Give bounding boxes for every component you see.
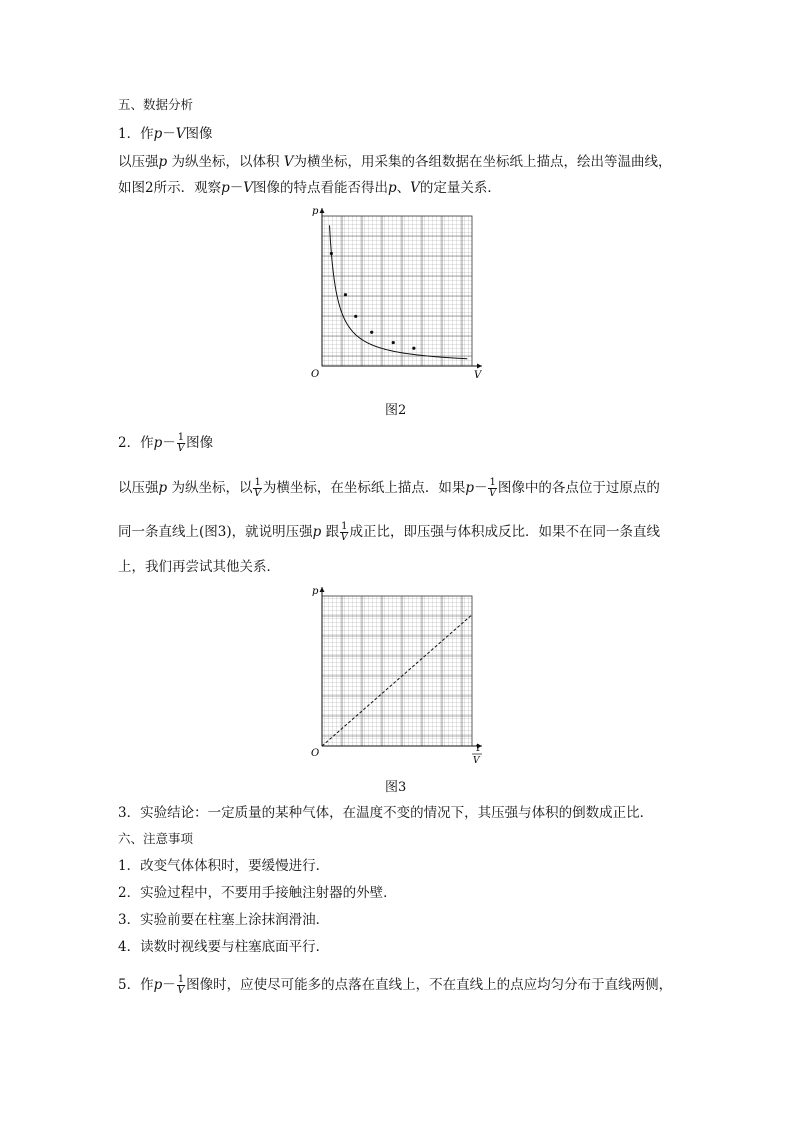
fraction-one-over-v: $\frac{1}{V}$ [177,974,185,996]
note-item: 2．实验过程中，不要用手接触注射器的外壁． [118,885,397,901]
para2-line2: 同一条直线上(图3)，就说明压强p 跟 $\frac{1}{V}$ 成正比，即压强与体积成反比．如果不在同一条直线 [118,521,660,543]
graph-paper-grid [322,216,472,366]
data-point [330,252,333,255]
svg-text:V: V [473,756,480,766]
note-item-5: 5．作p－ $\frac{1}{V}$ 图像时，应使尽可能多的点落在直线上，不在直线上的点应均匀分布于直线两侧， [118,974,673,996]
figure-2-pv-chart [308,204,490,382]
fraction-one-over-v: $\frac{1}{V}$ [489,477,497,499]
fraction-one-over-v: $\frac{1}{V}$ [254,477,262,499]
data-point [354,315,357,318]
figure-3-p-inverse-v-chart [308,582,490,772]
y-axis-label: p [312,206,319,217]
svg-text:1: 1 [475,744,481,754]
item1-title: 1．作p－V图像 [118,126,213,142]
figure-2-caption: 图2 [385,403,407,418]
data-point [370,331,373,334]
y-axis-label: p [312,586,319,597]
note-item: 1．改变气体体积时，要缓慢进行． [118,858,330,874]
x-axis-arrow [477,364,482,369]
note-item: 3．实验前要在柱塞上涂抹润滑油． [118,912,330,928]
para1-line1: 以压强p 为纵坐标，以体积 V为横坐标，用采集的各组数据在坐标纸上描点，绘出等温曲线， [118,154,672,170]
graph-paper-grid [322,596,472,746]
item2-title: 2．作p－ $\frac{1}{V}$ 图像 [118,432,214,454]
para2-line3: 上，我们再尝试其他关系． [118,559,280,575]
x-axis-label-fraction [472,744,482,766]
experiment-conclusion: 3．实验结论：一定质量的某种气体，在温度不变的情况下，其压强与体积的倒数成正比． [118,805,654,821]
y-axis-arrow [320,208,325,213]
data-point [412,347,415,350]
fraction-one-over-v: $\frac{1}{V}$ [340,521,348,543]
origin-label: O [311,748,320,759]
data-point [344,293,347,296]
x-axis-label: V [474,370,482,381]
y-axis-arrow [320,587,325,592]
para1-line2: 如图2所示．观察p－V图像的特点看能否得出p、V的定量关系． [118,180,501,196]
section-heading-data-analysis: 五、数据分析 [118,97,194,112]
origin-label: O [311,369,320,380]
section-heading-notes: 六、注意事项 [118,831,194,846]
para2-line1: 以压强p 为纵坐标，以 $\frac{1}{V}$ 为横坐标，在坐标纸上描点．如果p－ $\frac{1}{V}$ 图像中的各点位于过原点的 [118,477,660,499]
note-item: 4．读数时视线要与柱塞底面平行． [118,939,330,955]
figure-3-caption: 图3 [385,780,407,795]
data-point [392,341,395,344]
fraction-one-over-v: $\frac{1}{V}$ [177,432,185,454]
